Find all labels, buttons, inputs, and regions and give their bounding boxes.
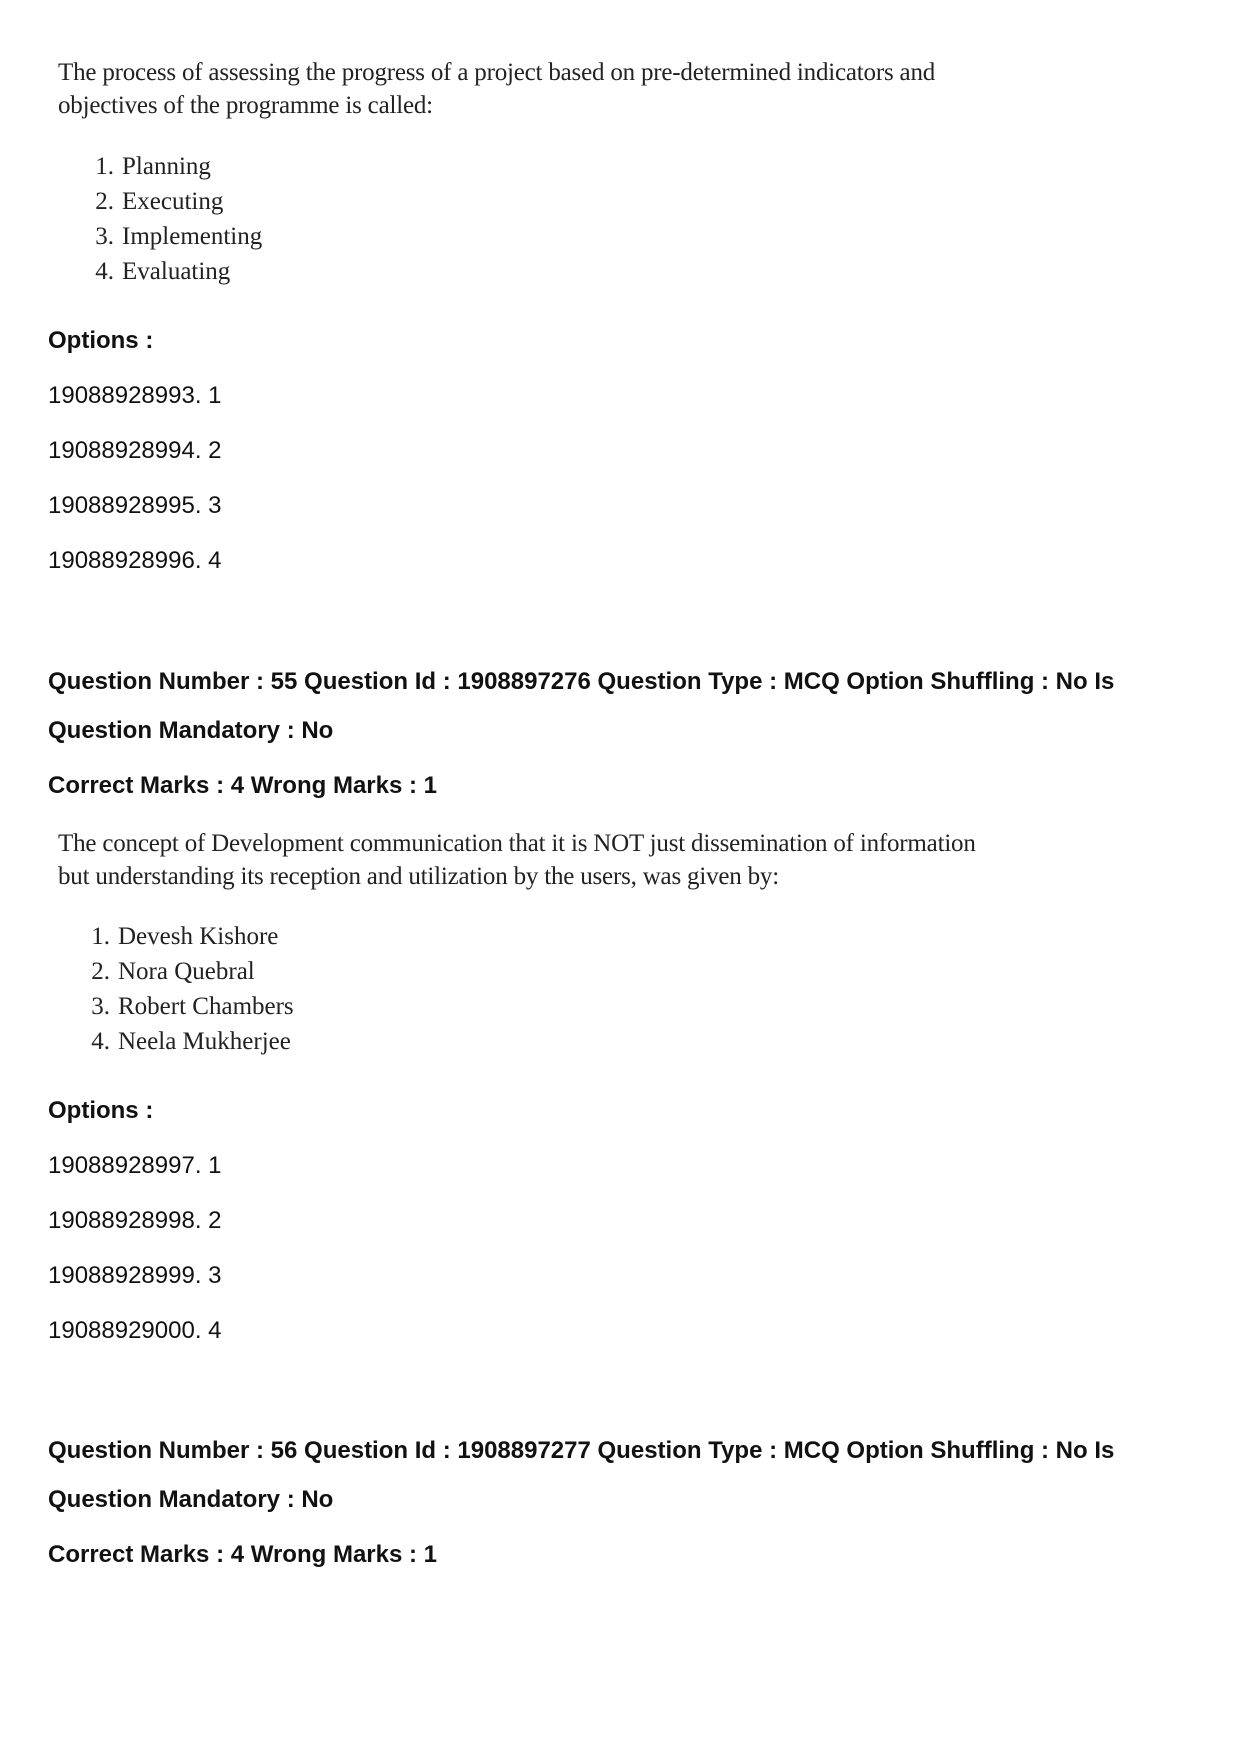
q55-option-3: 19088928999. 3 — [48, 1262, 222, 1289]
q56-meta-line-1: Question Number : 56 Question Id : 1908897277 Question Type : MCQ Option Shuffling : No Is — [48, 1437, 1115, 1464]
q55-choice-4: 4. Neela Mukherjee — [91, 1028, 291, 1055]
q55-option-1: 19088928997. 1 — [48, 1152, 222, 1179]
q55-meta-line-1: Question Number : 55 Question Id : 1908897276 Question Type : MCQ Option Shuffling : No Is — [48, 668, 1115, 695]
q55-choice-list — [84, 919, 976, 1059]
q55-stem-line-1: The concept of Development communication that it is NOT just dissemination of information — [58, 830, 976, 857]
q54-choice-3: 3. Implementing — [95, 223, 263, 250]
q55-marks: Correct Marks : 4 Wrong Marks : 1 — [48, 772, 438, 799]
q56-meta-line-2: Question Mandatory : No — [48, 1486, 334, 1513]
q55-meta-line-2: Question Mandatory : No — [48, 717, 334, 744]
q55-option-2: 19088928998. 2 — [48, 1207, 222, 1234]
q55-options-label: Options : — [48, 1097, 154, 1124]
q56-marks: Correct Marks : 4 Wrong Marks : 1 — [48, 1541, 438, 1568]
q55-choice-2: 2. Nora Quebral — [91, 958, 255, 985]
q54-option-2: 19088928994. 2 — [48, 437, 222, 464]
q54-option-1: 19088928993. 1 — [48, 382, 222, 409]
q54-options-label: Options : — [48, 327, 154, 354]
q55-stem-line-2: but understanding its reception and utilization by the users, was given by: — [58, 863, 779, 890]
q55-choice-1: 1. Devesh Kishore — [91, 923, 279, 950]
q54-choice-2: 2. Executing — [95, 188, 224, 215]
q54-stem-line-1: The process of assessing the progress of a project based on pre-determined indicators and — [58, 59, 936, 86]
q55-option-4: 19088929000. 4 — [48, 1317, 222, 1344]
q55-choice-3: 3. Robert Chambers — [91, 993, 294, 1020]
q54-option-4: 19088928996. 4 — [48, 547, 222, 574]
q54-stem-line-2: objectives of the programme is called: — [58, 92, 433, 119]
q54-choice-list — [88, 149, 935, 289]
q54-choice-4: 4. Evaluating — [95, 258, 231, 285]
q54-option-3: 19088928995. 3 — [48, 492, 222, 519]
q54-choice-1: 1. Planning — [95, 153, 211, 180]
q55-question-image — [58, 827, 976, 1059]
q54-question-image — [58, 56, 935, 289]
